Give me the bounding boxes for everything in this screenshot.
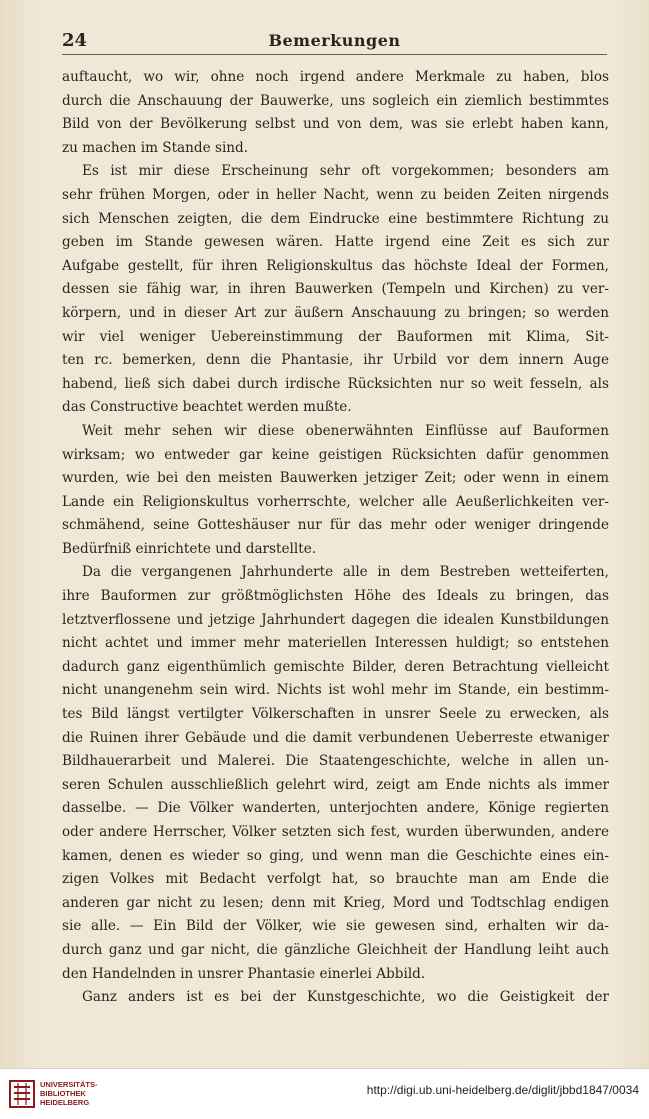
text-line: tes Bild längst vertilgter Völkerschaften in unsrer Seele zu erwecken, als [62, 706, 609, 723]
text-line: Bild von der Bevölkerung selbst und von dem, was sie erlebt haben kann, [62, 116, 609, 133]
text-line: ihre Bauformen zur größtmöglichsten Höhe des Ideals zu bringen, das [62, 588, 609, 605]
text-line: wir viel weniger Uebereinstimmung der Bauformen mit Klima, Sit- [62, 328, 609, 345]
text-line: die Ruinen ihrer Gebäude und die damit verbundenen Ueberreste etwaniger [62, 729, 609, 746]
text-line: Bildhauerarbeit und Malerei. Die Staatengeschichte, welche in allen un- [62, 753, 609, 770]
text-line: nicht achtet und immer mehr materiellen Interessen huldigt; so entstehen [62, 635, 609, 652]
text-line: körpern, und in dieser Art zur äußern Anschauung zu bringen; so werden [62, 304, 609, 321]
running-title: Bemerkungen [268, 31, 401, 50]
text-line: anderen gar nicht zu lesen; denn mit Krieg, Mord und Todtschlag endigen [62, 894, 609, 911]
text-line: den Handelnden in unsrer Phantasie einerlei Abbild. [62, 965, 426, 982]
text-line: schmähend, seine Gotteshäuser nur für das mehr oder weniger dringende [62, 517, 609, 534]
text-line: das Constructive beachtet werden mußte. [62, 399, 352, 416]
text-line: habend, ließ sich dabei durch irdische Rücksichten nur so weit fesseln, als [62, 375, 609, 392]
logo-line: UNIVERSITÄTS- [40, 1080, 98, 1089]
university-seal-icon [8, 1079, 36, 1109]
text-line: sie alle. — Ein Bild der Völker, wie sie gewesen sind, erhalten wir da- [62, 918, 609, 935]
library-logo-text [40, 1080, 98, 1107]
text-line: dadurch ganz eigenthümlich gemischte Bilder, deren Betrachtung vielleicht [62, 658, 609, 675]
text-line: geben im Stande gewesen wären. Hatte irgend eine Zeit es sich zur [62, 234, 609, 251]
text-line: auftaucht, wo wir, ohne noch irgend andere Merkmale zu haben, blos [62, 69, 609, 85]
text-line: wirksam; wo entweder gar keine geistigen Rücksichten dafür genommen [62, 446, 609, 463]
page-number: 24 [62, 30, 88, 51]
text-line: Da die vergangenen Jahrhunderte alle in dem Bestreben wetteiferten, [82, 564, 609, 581]
text-line: oder andere Herrscher, Völker setzten sich fest, wurden überwunden, andere [62, 824, 609, 840]
text-line: Aufgabe gestellt, für ihren Religionskultus das höchste Ideal der Formen, [62, 257, 609, 274]
text-line: Weit mehr sehen wir diese obenerwähnten Einflüsse auf Bauformen [82, 422, 609, 439]
text-line: Es ist mir diese Erscheinung sehr oft vorgekommen; besonders am [82, 163, 609, 180]
text-line: dessen sie fähig war, in ihren Bauwerken (Tempeln und Kirchen) zu ver- [62, 281, 609, 298]
viewer-footer [0, 1068, 649, 1119]
logo-line: HEIDELBERG [40, 1098, 90, 1107]
page-header [62, 30, 607, 55]
text-line: Ganz anders ist es bei der Kunstgeschichte, wo die Geistigkeit der [82, 989, 609, 1006]
body-text [62, 66, 609, 1010]
text-line: sich Menschen zeigten, die dem Eindrucke eine bestimmtere Richtung zu [62, 210, 609, 227]
text-line: durch ganz und gar nicht, die gänzliche Gleichheit der Handlung leiht auch [62, 941, 609, 958]
text-line: kamen, denen es wieder so ging, und wenn man die Geschichte eines ein- [62, 847, 609, 864]
text-line: sehr frühen Morgen, oder in heller Nacht, wenn zu beiden Zeiten nirgends [62, 186, 609, 203]
text-line: zigen Volkes mit Bedacht verfolgt hat, so brauchte man am Ende die [62, 871, 609, 888]
text-line: dasselbe. — Die Völker wanderten, unterjochten andere, Könige regierten [62, 800, 609, 817]
text-line: seren Schulen ausschließlich gelehrt wird, zeigt am Ende nichts als immer [62, 776, 609, 793]
text-line: zu machen im Stande sind. [62, 139, 249, 156]
logo-line: BIBLIOTHEK [40, 1089, 86, 1098]
text-line: durch die Anschauung der Bauwerke, uns sogleich ein ziemlich bestimmtes [62, 92, 609, 109]
text-line: Lande ein Religionskultus vorherrschte, welcher alle Aeußerlichkeiten ver- [62, 493, 609, 510]
source-url-link[interactable]: http://digi.ub.uni-heidelberg.de/diglit/jbbd1847/0034 [366, 1083, 639, 1097]
text-line: nicht unangenehm sein wird. Nichts ist wohl mehr im Stande, ein bestimm- [62, 682, 609, 699]
text-line: ten rc. bemerken, denn die Phantasie, ihr Urbild vor dem innern Auge [62, 352, 609, 369]
text-line: wurden, wie bei den meisten Bauwerken jetziger Zeit; oder wenn in einem [62, 470, 609, 487]
text-line: letztverflossene und jetzige Jahrhundert dagegen die idealen Kunstbildungen [62, 611, 609, 628]
text-line: Bedürfniß einrichtete und darstellte. [62, 540, 317, 557]
